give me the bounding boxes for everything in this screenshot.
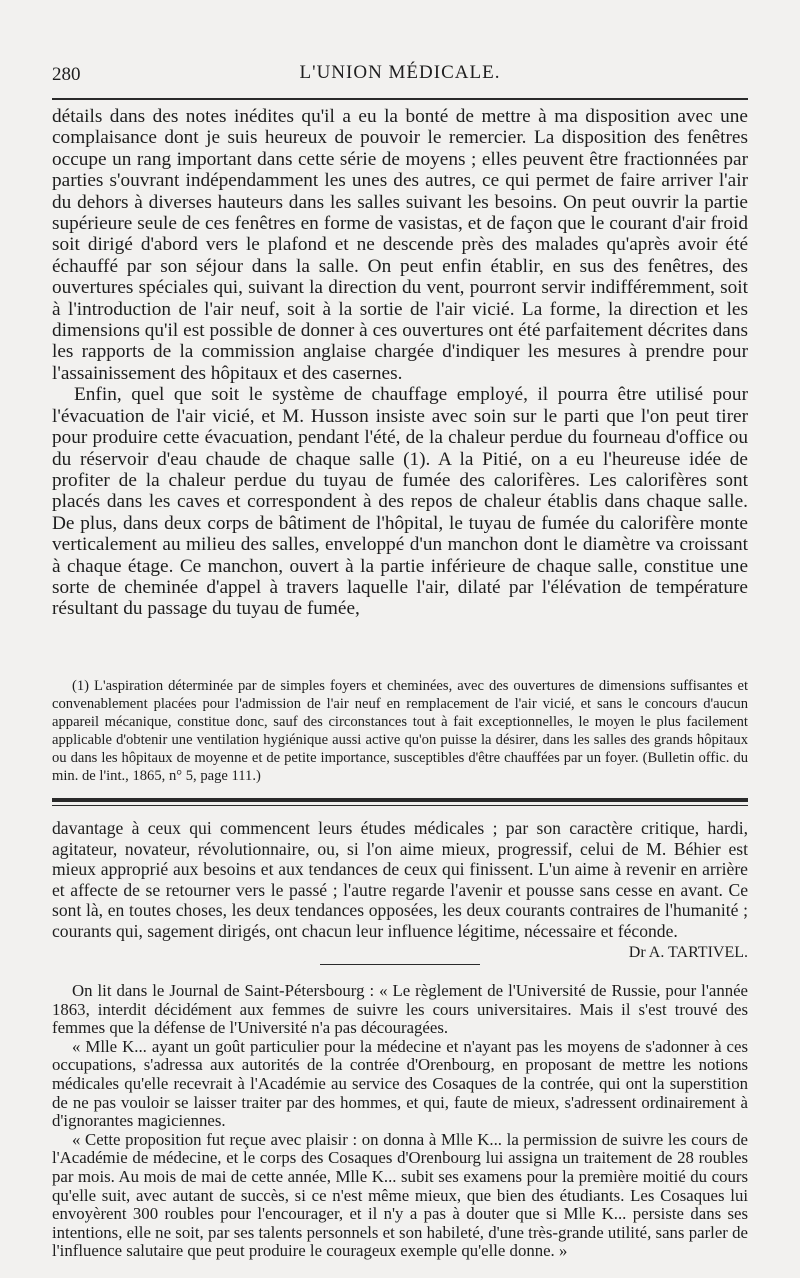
news-item: [52, 982, 748, 1261]
footnote: [52, 677, 748, 785]
section-separator-thin: [52, 805, 748, 806]
page-number: 280: [52, 64, 81, 85]
main-article: [52, 106, 748, 620]
paragraph: « Cette proposition fut reçue avec plaisir : on donna à Mlle K... la permission de suivre les cours de l'Académie de médecine, et le corps des Cosaques d'Orenbourg lui assigna un traitement de 28 roubles par mois. Au mois de mai de cette année, Mlle K... subit ses examens pour la première moitié du cours qu'elle suit, avec autant de succès, si ce n'est même mieux, que bien des étudiants. Les Cosaques lui envoyèrent 300 roubles pour l'encourager, et il n'y a pas à douter que si Mlle K... persiste dans ses intentions, elle ne soit, par ses talents personnels et son habileté, d'une très-grande utilité, sans parler de l'influence salutaire que peut produire le courageux exemple qu'elle donne. »: [52, 1129, 748, 1261]
author-signature: Dr A. TARTIVEL.: [628, 943, 748, 961]
section-separator: [52, 798, 748, 802]
paragraph: On lit dans le Journal de Saint-Pétersbourg : « Le règlement de l'Université de Russie, pour l'année 1863, interdit décidément aux femmes de suivre les cours universitaires. Mais il s'est trouvé des femmes que la défense de l'Université n'a pas découragées.: [52, 981, 748, 1038]
footnote-text: (1) L'aspiration déterminée par de simples foyers et cheminées, avec des ouvertures de dimensions suffisantes et convenablement placées pour l'admission de l'air neuf en remplacement de l'air vicié, et sans le concours d'aucun appareil mécanique, constitue donc, sauf des circonstances tout à fait exceptionnelles, le moyen le plus facilement applicable d'obtenir une ventilation hygiénique aussi active qu'on puisse la désirer, dans les salles des grands hôpitaux ou dans les hôpitaux de moyenne et de petite importance, susceptibles d'être chauffées par un foyer. (Bulletin offic. du min. de l'int., 1865, n° 5, page 111.): [52, 678, 748, 784]
running-title: L'UNION MÉDICALE.: [299, 62, 501, 83]
page-header: [52, 58, 748, 90]
paragraph: « Mlle K... ayant un goût particulier pour la médecine et n'ayant pas les moyens de s'adonner à ces occupations, s'adressa aux autorités de la contrée d'Orenbourg, en proposant de mettre les notions médicales qu'elle recevrait à l'Académie au service des Cosaques de la contrée, qui ont la superstition de ne pas vouloir se laisser traiter par des hommes, et qui, faute de mieux, s'adressent ordinairement à d'ignorantes magiciennes.: [52, 1036, 748, 1131]
continued-article: [52, 818, 748, 963]
short-divider: [320, 964, 480, 965]
paragraph: détails dans des notes inédites qu'il a eu la bonté de mettre à ma disposition avec une complaisance dont je suis heureux de pouvoir le remercier. La disposition des fenêtres occupe un rang important dans cette série de moyens ; elles peuvent être fractionnées par parties s'ouvrant indépendamment les unes des autres, ce qui permet de faire arriver l'air du dehors à diverses hauteurs dans les salles suivant les besoins. On peut ouvrir la partie supérieure seule de ces fenêtres en forme de vasistas, et de façon que le courant d'air froid soit dirigé d'abord vers le plafond et ne descende près des malades qu'après avoir été échauffé par son séjour dans la salle. On peut enfin établir, en sus des fenêtres, des ouvertures spéciales qui, suivant la direction du vent, pourront servir indifféremment, soit à l'introduction de l'air neuf, soit à la sortie de l'air vicié. La forme, la direction et les dimensions qu'il est possible de donner à ces ouvertures ont été parfaitement décrites dans les rapports de la commission anglaise chargée d'indiquer les mesures à prendre pour l'assainissement des hôpitaux et des casernes.: [52, 106, 748, 384]
header-rule: [52, 98, 748, 100]
paragraph: Enfin, quel que soit le système de chauffage employé, il pourra être utilisé pour l'évacuation de l'air vicié, et M. Husson insiste avec soin sur le parti que l'on peut tirer pour produire cette évacuation, pendant l'été, de la chaleur perdue du fourneau d'office ou du réservoir d'eau chaude de chaque salle (1). A la Pitié, on a eu l'heureuse idée de profiter de la chaleur perdue du tuyau de fumée des calorifères. Les calorifères sont placés dans les caves et correspondent à des repos de chaleur établis dans chaque salle. De plus, dans deux corps de bâtiment de l'hôpital, le tuyau de fumée du calorifère monte verticalement au milieu des salles, enveloppé d'un manchon dont le diamètre va croissant à chaque étage. Ce manchon, ouvert à la partie inférieure de chaque salle, constitue une sorte de cheminée d'appel à travers laquelle l'air, dilaté par l'élévation de température résultant du passage du tuyau de fumée,: [52, 384, 748, 620]
paragraph: davantage à ceux qui commencent leurs études médicales ; par son caractère critique, hardi, agitateur, novateur, révolutionnaire, ou, si l'on aime mieux, progressif, celui de M. Béhier est mieux approprié aux besoins et aux tendances de ceux qui finissent. L'un aime à revenir en arrière et affecte de se retourner vers le passé ; l'autre regarde l'avenir et pousse sans cesse en avant. Ce sont là, en toutes choses, les deux tendances opposées, les deux courants contraires de l'humanité ; courants qui, sagement dirigés, ont chacun leur influence légitime, nécessaire et féconde.: [52, 818, 748, 941]
